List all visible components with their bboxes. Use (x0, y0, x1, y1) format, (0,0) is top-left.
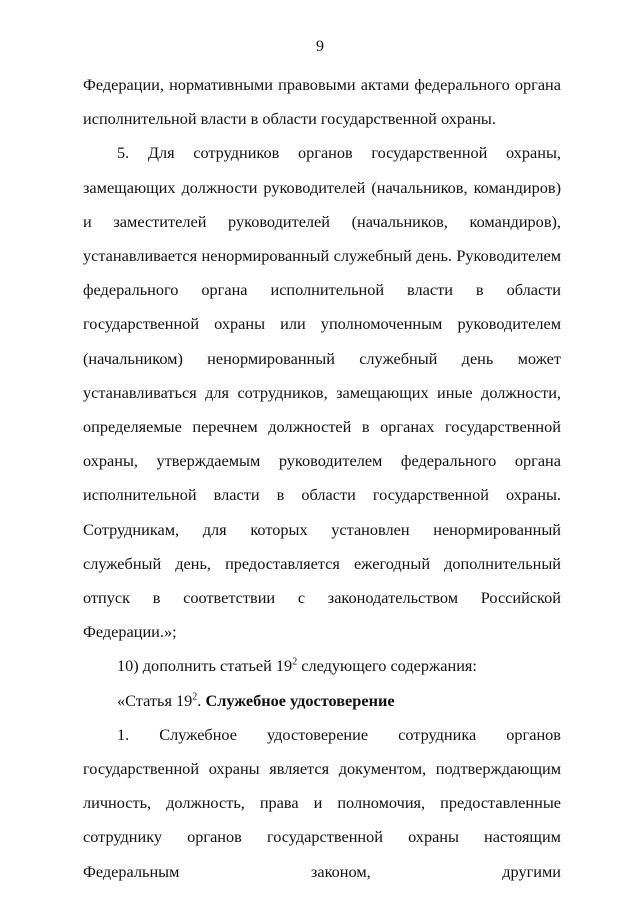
article-heading (83, 684, 561, 718)
page-number: 9 (316, 38, 324, 55)
amendment-superscript: 2 (292, 657, 298, 669)
paragraph-service-id: 1. Служебное удостоверение сотрудника органов государственной охраны является документом, подтверждающим личность, должность, права и полномочия, предоставленные сотруднику органов государственной охраны настоящим Федеральным законом, другими (83, 724, 561, 881)
article-dot: . (197, 690, 206, 710)
paragraph-federation-acts: Федерации, нормативными правовыми актами федерального органа исполнительной власти в области государственной охраны. (83, 75, 561, 129)
article-label: «Статья 19 (117, 690, 193, 710)
article-title: Служебное удостоверение (205, 690, 395, 710)
paragraph-irregular-workday: 5. Для сотрудников органов государственной охраны, замещающих должности руководителей (начальников, командиров) и заместителей руководителей (начальников, командиров), устанавливается ненормированный служебный день. Руководителем федерального органа исполнительной власти в области государственной охраны или уполномоченным руководителем (начальником) ненормированный служебный день может устанавливаться для сотрудников, замещающих иные должности, определяемые перечнем должностей в органах государственной охраны, утверждаемым руководителем федерального органа исполнительной власти в области государственной охраны. Сотрудникам, для которых установлен ненормированный служебный день, предоставляется ежегодный дополнительный отпуск в соответствии с законодательством Российской Федерации.»; (83, 143, 561, 642)
document-body (83, 68, 561, 889)
amendment-text-start: 10) дополнить статьей 19 (117, 656, 293, 676)
article-superscript: 2 (192, 691, 198, 703)
paragraph-amendment-article (83, 649, 561, 683)
amendment-text-end: следующего содержания: (297, 656, 477, 676)
